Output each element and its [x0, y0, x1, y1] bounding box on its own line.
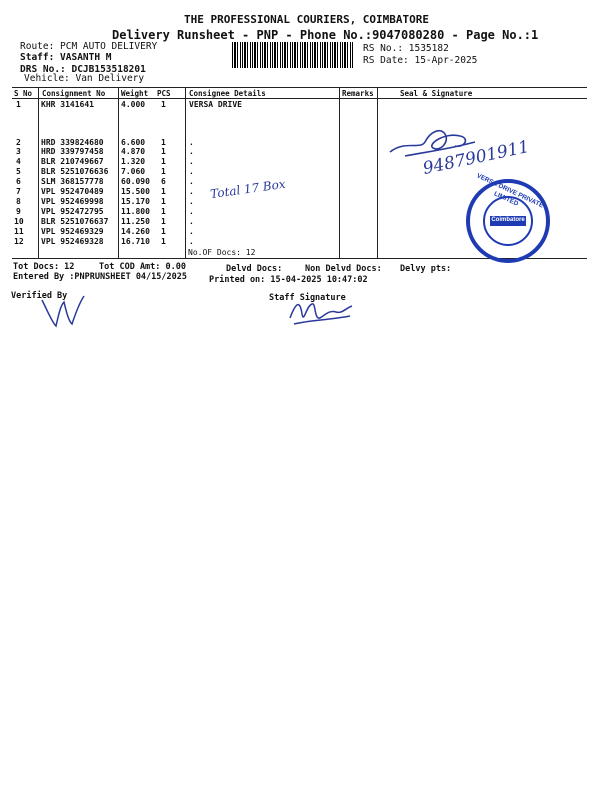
company-seal-stamp [465, 172, 551, 264]
route-label: Route: PCM AUTO DELIVERY [20, 41, 158, 52]
no-of-docs: No.OF Docs: 12 [188, 248, 256, 257]
row-sno: 10 [14, 217, 24, 226]
row-consignment: VPL 952469329 [41, 227, 104, 236]
row-consignment: VPL 952472795 [41, 207, 104, 216]
row-sno: 12 [14, 237, 24, 246]
printed-on: Printed on: 15-04-2025 10:47:02 [209, 275, 368, 285]
rs-no-label: RS No.: 1535182 [363, 43, 449, 54]
row-consignment: BLR 5251076637 [41, 217, 109, 226]
row-consignment: HRD 339797458 [41, 147, 104, 156]
company-title: THE PROFESSIONAL COURIERS, COIMBATORE [184, 13, 430, 26]
row-weight: 16.710 [121, 237, 150, 246]
row-sno: 6 [16, 177, 21, 186]
total-cod-amount: Tot COD Amt: 0.00 [99, 262, 186, 272]
row-pcs: 1 [161, 167, 166, 176]
row-pcs: 1 [161, 217, 166, 226]
row-consignee: . [189, 147, 194, 156]
row-consignee: . [189, 177, 194, 186]
total-docs: Tot Docs: 12 [13, 262, 75, 272]
row-weight: 15.500 [121, 187, 150, 196]
col-divider [185, 87, 186, 258]
col-header-remarks: Remarks [342, 89, 374, 98]
row-consignment: VPL 952469998 [41, 197, 104, 206]
row-weight: 1.320 [121, 157, 146, 166]
table-header-rule [12, 98, 587, 99]
row-consignee: . [189, 217, 194, 226]
handwritten-total-note: Total 17 Box [209, 176, 287, 202]
row-sno: 11 [14, 227, 24, 236]
row-sno: 3 [16, 147, 21, 156]
col-header-pcs: PCS [157, 89, 171, 98]
rs-date-label: RS Date: 15-Apr-2025 [363, 55, 478, 66]
staff-signature-label: Staff Signature [269, 293, 346, 303]
row-weight: 4.870 [121, 147, 146, 156]
row-consignment: VPL 952469328 [41, 237, 104, 246]
row-pcs: 6 [161, 177, 166, 186]
row-consignee: . [189, 227, 194, 236]
staff-signature [286, 296, 356, 330]
verified-by-label: Verified By [11, 291, 68, 301]
drs-label: DRS No.: DCJB153518201 [20, 64, 146, 75]
row-weight: 60.090 [121, 177, 150, 186]
staff-label: Staff: VASANTH M [20, 52, 112, 63]
row-pcs: 1 [161, 187, 166, 196]
col-header-seal: Seal & Signature [400, 89, 473, 98]
row-pcs: 1 [161, 237, 166, 246]
stamp-text: VERSA DRIVE PRIVATE LIMITED [475, 172, 545, 210]
row-consignment: VPL 952470489 [41, 187, 104, 196]
delivery-points: Delvy pts: [400, 264, 452, 274]
row-pcs: 1 [161, 197, 166, 206]
row-sno: 8 [16, 197, 21, 206]
row-sno: 1 [16, 100, 21, 109]
col-header-consignee: Consignee Details [189, 89, 266, 98]
barcode [232, 42, 354, 68]
handwritten-phone: 9487901911 [421, 136, 532, 180]
row-consignee: . [189, 197, 194, 206]
col-divider [118, 87, 119, 258]
row-weight: 14.260 [121, 227, 150, 236]
row-pcs: 1 [161, 100, 166, 109]
table-top-rule [12, 87, 587, 88]
row-weight: 6.600 [121, 138, 146, 147]
entered-by: Entered By :PNPRUNSHEET 04/15/2025 [13, 272, 187, 282]
row-weight: 15.170 [121, 197, 150, 206]
row-consignee: . [189, 138, 194, 147]
row-consignee: . [189, 157, 194, 166]
row-sno: 5 [16, 167, 21, 176]
row-consignment: KHR 3141641 [41, 100, 94, 109]
row-weight: 7.060 [121, 167, 146, 176]
verifier-signature [38, 292, 88, 332]
runsheet-subtitle: Delivery Runsheet - PNP - Phone No.:9047080280 - Page No.:1 [112, 28, 539, 42]
row-consignee: . [189, 187, 194, 196]
row-sno: 7 [16, 187, 21, 196]
col-header-sno: S No [14, 89, 33, 98]
col-divider [377, 87, 378, 258]
row-consignment: HRD 339824680 [41, 138, 104, 147]
row-pcs: 1 [161, 207, 166, 216]
col-divider [38, 87, 39, 258]
row-pcs: 1 [161, 227, 166, 236]
col-divider [339, 87, 340, 258]
row-weight: 11.250 [121, 217, 150, 226]
col-header-consignment: Consignment No [42, 89, 106, 98]
vehicle-label: Vehicle: Van Delivery [24, 73, 145, 84]
row-pcs: 1 [161, 147, 166, 156]
row-consignee: . [189, 207, 194, 216]
row-weight: 11.800 [121, 207, 150, 216]
row-consignment: BLR 210749667 [41, 157, 104, 166]
row-consignment: BLR 5251076636 [41, 167, 109, 176]
row-sno: 2 [16, 138, 21, 147]
row-consignee: . [189, 167, 194, 176]
row-sno: 4 [16, 157, 21, 166]
stamp-center-text: Coimbatore [491, 217, 525, 223]
row-weight: 4.000 [121, 100, 146, 109]
row-consignee: VERSA DRIVE [189, 100, 242, 109]
col-header-weight: Weight [121, 89, 149, 98]
row-consignment: SLM 368157778 [41, 177, 104, 186]
row-consignee: . [189, 237, 194, 246]
row-sno: 9 [16, 207, 21, 216]
non-delivered-docs: Non Delvd Docs: [305, 264, 382, 274]
row-pcs: 1 [161, 138, 166, 147]
row-pcs: 1 [161, 157, 166, 166]
delivered-docs: Delvd Docs: [226, 264, 283, 274]
